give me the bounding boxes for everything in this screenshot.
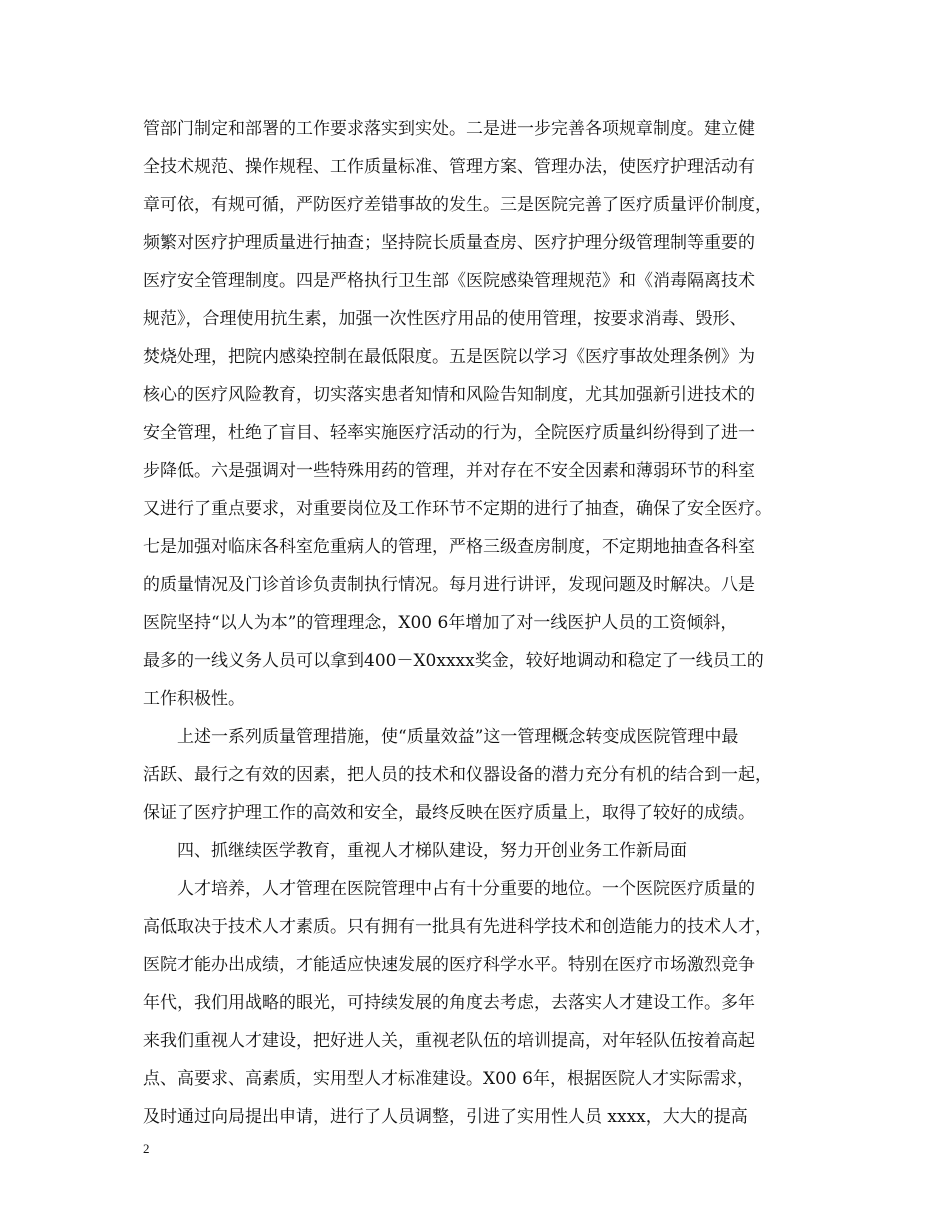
text-line: 频繁对医疗护理质量进行抽查；坚持院长质量查房、医疗护理分级管理制等重要的	[143, 233, 755, 253]
text-line: 焚烧处理，把院内感染控制在最低限度。五是医院以学习《医疗事故处理条例》为	[143, 347, 755, 367]
text-line: 高低取决于技术人才素质。只有拥有一批具有先进科学技术和创造能力的技术人才，	[143, 917, 772, 937]
text-line: 又进行了重点要求，对重要岗位及工作环节不定期的进行了抽查，确保了安全医疗。	[143, 499, 772, 519]
text-line: 点、高要求、高素质，实用型人才标准建设。X00 6年，根据医院人才实际需求，	[143, 1069, 754, 1089]
section-heading: 四、抓继续医学教育，重视人才梯队建设，努力开创业务工作新局面	[177, 841, 687, 861]
text-line: 章可依，有规可循，严防医疗差错事故的发生。三是医院完善了医疗质量评价制度，	[143, 195, 772, 215]
text-line: 年代，我们用战略的眼光，可持续发展的角度去考虑，去落实人才建设工作。多年	[143, 993, 755, 1013]
text-line: 人才培养，人才管理在医院管理中占有十分重要的地位。一个医院医疗质量的	[177, 879, 755, 899]
text-line: 步降低。六是强调对一些特殊用药的管理，并对存在不安全因素和薄弱环节的科室	[143, 461, 755, 481]
page-number: 2	[143, 1141, 150, 1156]
text-line: 保证了医疗护理工作的高效和安全，最终反映在医疗质量上，取得了较好的成绩。	[143, 803, 755, 823]
text-line: 的质量情况及门诊首诊负责制执行情况。每月进行讲评，发现问题及时解决。八是	[143, 575, 755, 595]
text-line: 及时通过向局提出申请，进行了人员调整，引进了实用性人员 xxxx，大大的提高	[143, 1107, 748, 1127]
text-line: 医疗安全管理制度。四是严格执行卫生部《医院感染管理规范》和《消毒隔离技术	[143, 271, 755, 291]
text-line: 工作积极性。	[143, 689, 245, 709]
text-line: 规范》，合理使用抗生素，加强一次性医疗用品的使用管理，按要求消毒、毁形、	[143, 309, 747, 329]
text-line: 最多的一线义务人员可以拿到400－X0xxxx奖金，较好地调动和稳定了一线员工的	[143, 651, 764, 671]
text-line: 医院坚持“以人为本”的管理理念，X00 6年增加了对一线医护人员的工资倾斜，	[143, 613, 738, 633]
text-line: 安全管理，杜绝了盲目、轻率实施医疗活动的行为，全院医疗质量纠纷得到了进一	[143, 423, 755, 443]
text-line: 全技术规范、操作规程、工作质量标准、管理方案、管理办法，使医疗护理活动有	[143, 157, 755, 177]
text-line: 上述一系列质量管理措施，使“质量效益”这一管理概念转变成医院管理中最	[177, 727, 739, 747]
text-line: 七是加强对临床各科室危重病人的管理，严格三级查房制度，不定期地抽查各科室	[143, 537, 755, 557]
text-line: 活跃、最行之有效的因素，把人员的技术和仪器设备的潜力充分有机的结合到一起，	[143, 765, 772, 785]
text-line: 核心的医疗风险教育，切实落实患者知情和风险告知制度，尤其加强新引进技术的	[143, 385, 755, 405]
text-line: 来我们重视人才建设，把好进人关，重视老队伍的培训提高，对年轻队伍按着高起	[143, 1031, 755, 1051]
text-line: 医院才能办出成绩，才能适应快速发展的医疗科学水平。特别在医疗市场激烈竞争	[143, 955, 755, 975]
text-line: 管部门制定和部署的工作要求落实到实处。二是进一步完善各项规章制度。建立健	[143, 119, 755, 139]
